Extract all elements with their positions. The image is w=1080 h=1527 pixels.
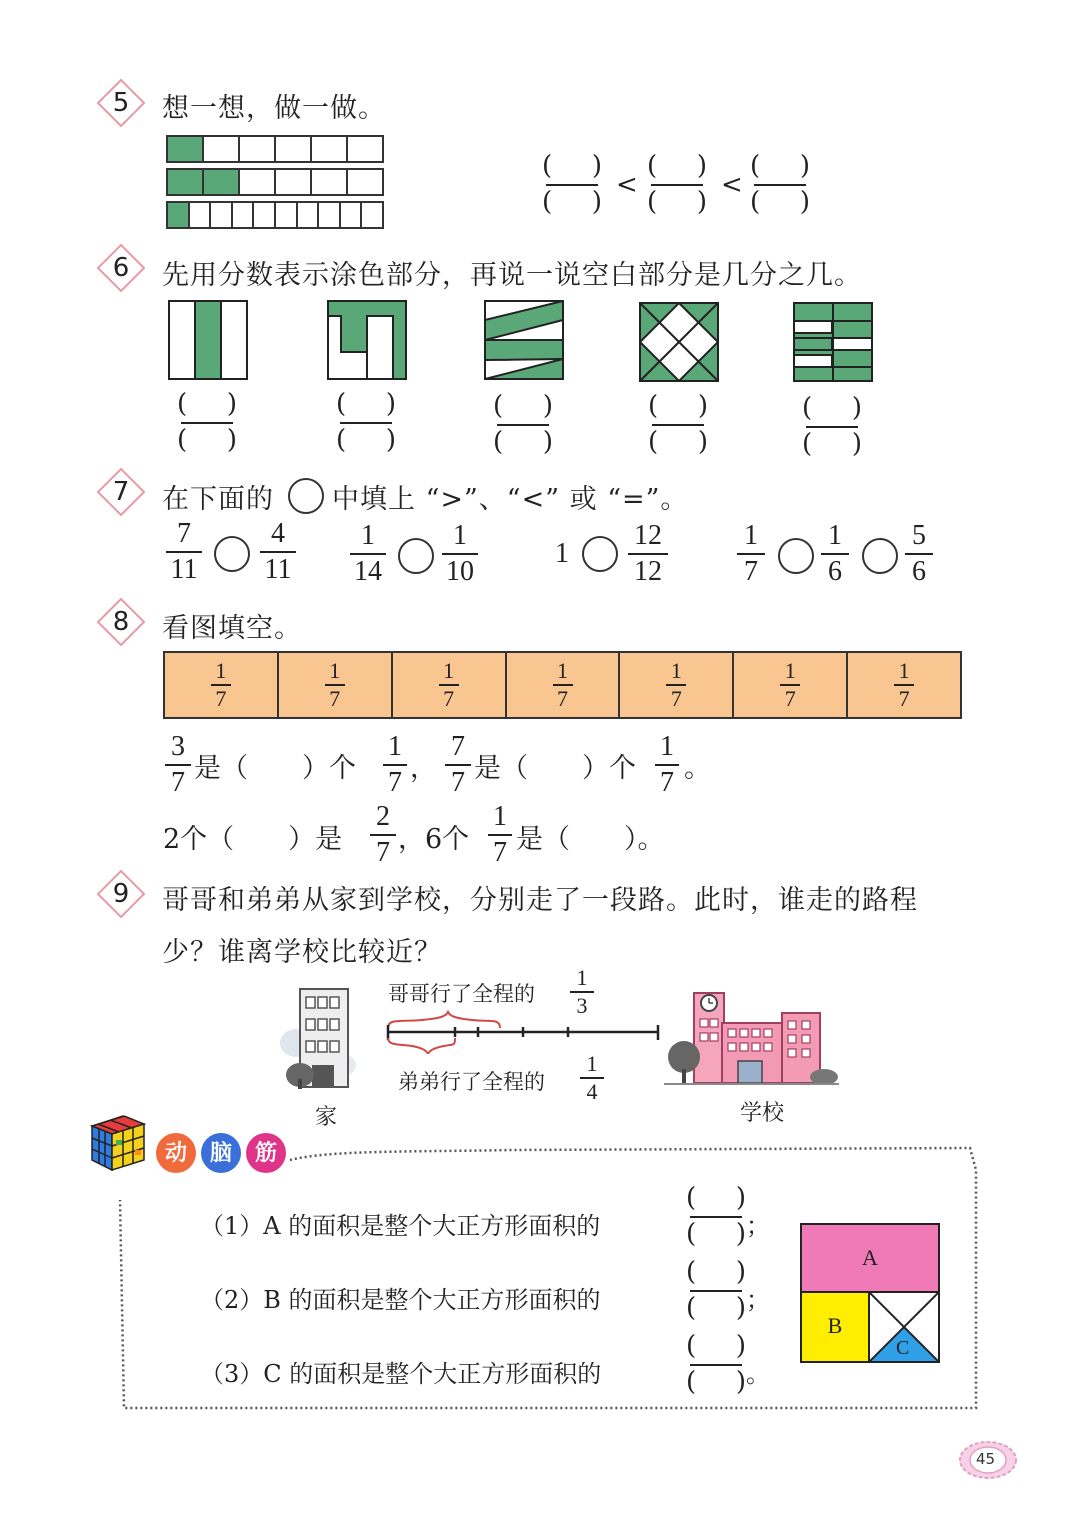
compare-circle-4[interactable] [778, 538, 814, 574]
bar-sixths-2 [166, 168, 384, 196]
question-7-title: 在下面的 [162, 484, 274, 515]
segment-1: $\frac{1}{7}$ [165, 653, 279, 717]
answer-fraction-shape-3[interactable]: ( ) ( ) [493, 391, 553, 457]
segment-3: $\frac{1}{7}$ [393, 653, 507, 717]
answer-fraction-c[interactable]: ( ) ( ) [686, 1331, 746, 1397]
page-number: 45 [976, 1450, 996, 1468]
fraction-7-11: 7 11 [166, 518, 202, 586]
region-b: B [802, 1293, 870, 1361]
route-number-line [382, 1010, 664, 1054]
segment-6: $\frac{1}{7}$ [734, 653, 848, 717]
brain-item-1: （1）A 的面积是整个大正方形面积的 [200, 1212, 601, 1240]
segment-5: $\frac{1}{7}$ [620, 653, 734, 717]
region-c: C [896, 1337, 910, 1359]
question-6-title: 先用分数表示涂色部分，再说一说空白部分是几分之几。 [162, 260, 862, 291]
sevenths-segments [165, 653, 960, 717]
compare-circle-1[interactable] [214, 536, 250, 572]
fraction-4-11: 4 11 [260, 518, 296, 586]
segment-4: $\frac{1}{7}$ [507, 653, 621, 717]
comma: ， [410, 753, 437, 784]
fill-blank-text-3[interactable]: 2个（ ）是 [163, 824, 343, 855]
answer-fraction-2[interactable]: ( ) ( ) [647, 151, 707, 217]
brain-item-2: （2）B 的面积是整个大正方形面积的 [200, 1286, 601, 1314]
question-7-badge: 7 [96, 467, 146, 517]
compare-circle-5[interactable] [862, 538, 898, 574]
shape-vertical-thirds [168, 300, 248, 380]
fraction-1-7: 1 7 [655, 731, 679, 799]
fraction-12-12: 12 12 [628, 520, 668, 588]
question-7-title-rest: 中填上 “>”、“<” 或 “=”。 [332, 484, 689, 515]
answer-fraction-3[interactable]: ( ) ( ) [750, 151, 810, 217]
fraction-3-7: 3 7 [165, 731, 191, 799]
answer-fraction-a[interactable]: ( ) ( ) [686, 1183, 746, 1249]
fraction-1-6: 1 6 [821, 520, 849, 588]
shape-staircase [327, 300, 407, 380]
question-8-title: 看图填空。 [162, 613, 302, 644]
fraction-1-7: 1 7 [737, 520, 765, 588]
fill-blank-text-2[interactable]: 是（ ）个 [474, 753, 636, 784]
didi-label: 弟弟行了全程的 [398, 1070, 545, 1094]
segment-7: $\frac{1}{7}$ [848, 653, 960, 717]
bar-sixths-1 [166, 135, 384, 163]
fraction-1-7: 1 7 [488, 801, 512, 869]
region-a: A [802, 1225, 938, 1293]
integer-1: 1 [555, 538, 569, 569]
compare-circle-3[interactable] [582, 536, 618, 572]
question-8-badge: 8 [96, 597, 146, 647]
answer-fraction-shape-4[interactable]: ( ) ( ) [648, 391, 708, 457]
semicolon: ； [746, 1286, 770, 1314]
answer-fraction-shape-5[interactable]: ( ) ( ) [802, 393, 862, 459]
fraction-1-7: 1 7 [383, 731, 407, 799]
semicolon: ； [746, 1212, 770, 1240]
answer-fraction-shape-2[interactable]: ( ) ( ) [336, 389, 396, 455]
fraction-didi-1-4: 1 4 [580, 1052, 604, 1104]
circle-symbol-icon [288, 478, 324, 514]
shape-zigzag [484, 300, 564, 380]
less-than-sign: < [721, 170, 743, 200]
question-6-badge: 6 [96, 243, 146, 293]
question-5-badge: 5 [96, 78, 146, 128]
fraction-5-6: 5 6 [905, 520, 933, 588]
badge-dong: 动 [156, 1133, 196, 1173]
question-9-title-2: 少？谁离学校比较近？ [162, 937, 442, 968]
fraction-1-14: 1 14 [350, 520, 386, 588]
segment-2: $\frac{1}{7}$ [279, 653, 393, 717]
shape-diamond [639, 302, 719, 382]
shape-stripes [793, 302, 873, 382]
period: 。 [684, 753, 711, 784]
fraction-2-7: 2 7 [370, 801, 396, 869]
school-label: 学校 [740, 1101, 785, 1126]
fraction-7-7: 7 7 [445, 731, 471, 799]
home-label: 家 [315, 1105, 338, 1130]
fill-blank-text-4[interactable]: 是（ ）。 [516, 824, 665, 855]
fill-blank-text-1[interactable]: 是（ ）个 [194, 753, 356, 784]
home-building-icon [278, 985, 358, 1095]
brain-item-3: （3）C 的面积是整个大正方形面积的 [200, 1360, 602, 1388]
badge-nao: 脑 [201, 1133, 241, 1173]
question-9-badge: 9 [96, 869, 146, 919]
fraction-gege-1-3: 1 3 [570, 966, 594, 1018]
badge-jin: 筋 [246, 1133, 286, 1173]
compare-circle-2[interactable] [398, 538, 434, 574]
answer-fraction-1[interactable]: ( ) ( ) [542, 151, 602, 217]
bar-tenths [166, 201, 384, 229]
six-of-text: ，6个 [398, 824, 470, 855]
big-square [800, 1223, 940, 1363]
less-than-sign: < [616, 170, 638, 200]
question-9-title: 哥哥和弟弟从家到学校，分别走了一段路。此时，谁走的路程 [162, 885, 918, 916]
answer-fraction-shape-1[interactable]: ( ) ( ) [177, 389, 237, 455]
period: 。 [746, 1360, 770, 1388]
school-building-icon [664, 985, 839, 1090]
fraction-1-10: 1 10 [442, 520, 478, 588]
question-5-title: 想一想，做一做。 [162, 93, 386, 124]
answer-fraction-b[interactable]: ( ) ( ) [686, 1257, 746, 1323]
gege-label: 哥哥行了全程的 [388, 982, 535, 1006]
